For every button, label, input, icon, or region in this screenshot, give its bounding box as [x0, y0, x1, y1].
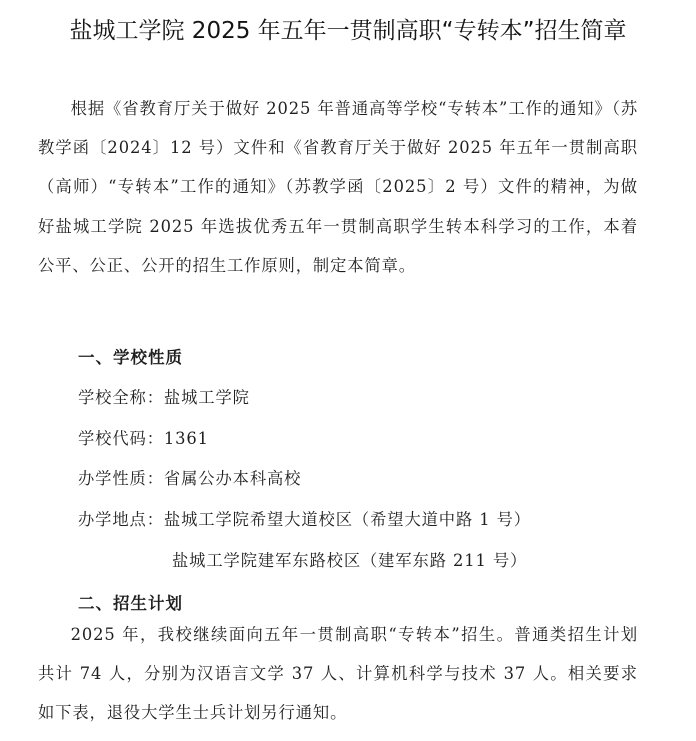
school-type: 办学性质：省属公办本科高校 [78, 469, 302, 488]
campus-location-secondary: 盐城工学院建军东路校区（建军东路 211 号） [172, 551, 528, 570]
school-full-name: 学校全称：盐城工学院 [78, 388, 250, 407]
document-title: 盐城工学院 2025 年五年一贯制高职“专转本”招生简章 [69, 18, 627, 44]
intro-paragraph: 根据《省教育厅关于做好 2025 年普通高等学校“专转本”工作的通知》（苏教学函〔2024〕12 号）文件和《省教育厅关于做好 2025 年五年一贯制高职（高师）“专转本”工作的通知》（苏教学函〔2025〕2 号）文件的精神，为做好盐城工学院 2025 年选拔优秀五年一贯制高职学生转本科学习的工作，本着公平、公正、公开的招生工作原则，制定本简章。 [38, 99, 638, 275]
enrollment-plan-paragraph: 2025 年，我校继续面向五年一贯制高职“专转本”招生。普通类招生计划共计 74 人，分别为汉语言文学 37 人、计算机科学与技术 37 人。相关要求如下表，退役大学生士兵计划另行通知。 [38, 625, 638, 723]
section-heading-school-nature: 一、学校性质 [78, 348, 183, 367]
school-code: 学校代码：1361 [78, 429, 209, 448]
section-heading-enrollment-plan: 二、招生计划 [78, 594, 183, 613]
campus-location-primary: 办学地点：盐城工学院希望大道校区（希望大道中路 1 号） [78, 510, 531, 529]
